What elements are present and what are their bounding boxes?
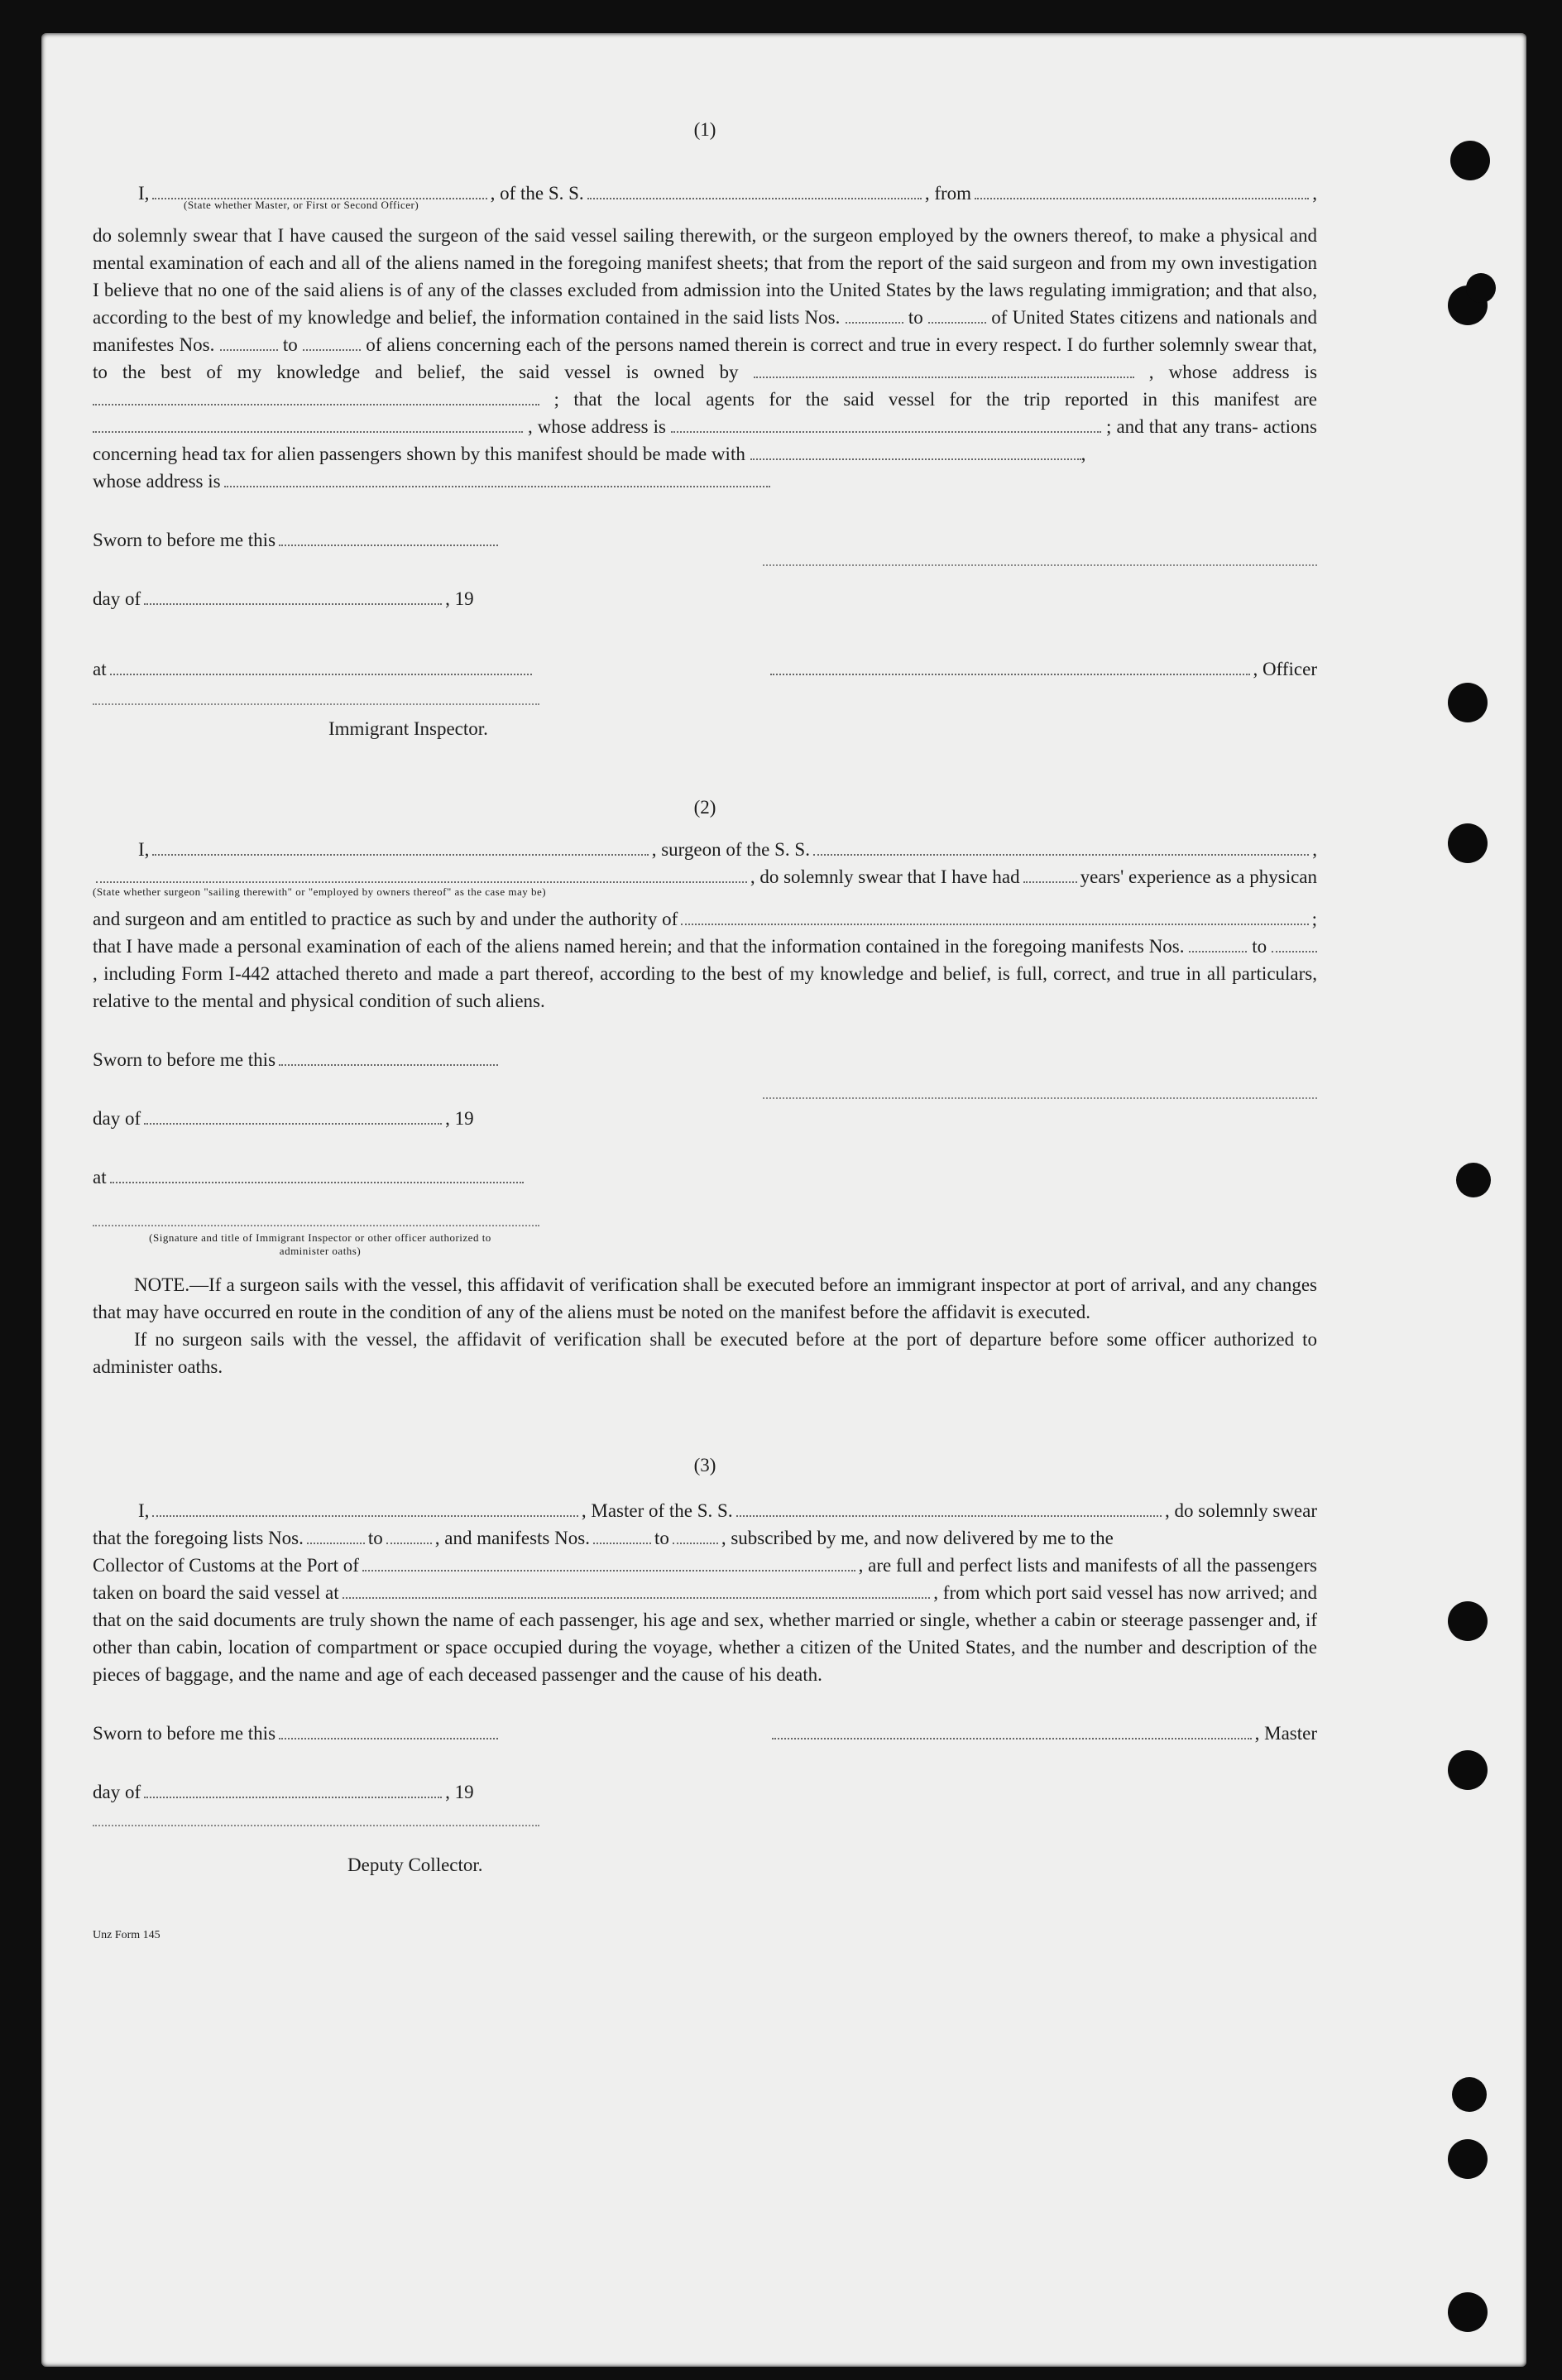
punch-hole — [1448, 1601, 1488, 1641]
collector-signature-line[interactable] — [93, 1824, 539, 1826]
punch-hole — [1448, 2292, 1488, 2332]
body-text: that I have made a personal examination of each of the aliens named herein; and that the information contained in the foregoing manifests Nos. — [93, 936, 1185, 957]
punch-hole — [1466, 273, 1496, 303]
label-i: I, — [138, 839, 150, 860]
day-of-line — [93, 585, 1317, 612]
label-lists: that the foregoing lists Nos. — [93, 1528, 304, 1548]
master-line — [93, 1497, 1317, 1524]
at-line — [93, 644, 1317, 679]
punch-hole — [1448, 683, 1488, 722]
body-text: do solemnly swear that I have caused the surgeon of the said vessel sailing therewith, or the surgeon employed by the owners thereof, to make a physical and mental examination of each and all of the aliens named in the foregoing manifest sheets; that from the report of the said surgeon and from my own investigation I believe that no one of the said aliens is of any of the classes excluded from admission into the United States by the laws regulating immigration; and that also, according to the best of my knowledge and belief, the information contained in the said lists Nos. — [93, 225, 1317, 328]
manifests-from-field[interactable] — [593, 1528, 651, 1544]
lists-from-field[interactable] — [846, 322, 903, 324]
surgeon-type-field[interactable] — [96, 866, 747, 883]
label-taken: taken on board the said vessel at — [93, 1582, 339, 1603]
semicolon: ; — [1311, 909, 1317, 929]
label-day-of: day of — [93, 588, 141, 609]
section-1-heading: (1) — [693, 119, 716, 140]
section-3-body: that on the said documents are truly shown the name of each passenger, his age and sex, whether married or single, whether a cabin or steerage passenger and, if other than cabin, location of compartment or space occupied during the voyage, whether a citizen of the United States, and the number and description of the pieces of baggage, and the name and age of each deceased passenger and the cause of his death. — [93, 1610, 1317, 1685]
label-swear: , do solemnly swear — [1165, 1500, 1318, 1521]
month-field[interactable] — [144, 588, 442, 605]
comma: , — [1312, 183, 1317, 204]
lists-from-field[interactable] — [307, 1528, 365, 1544]
inspector-signature-line[interactable] — [93, 703, 539, 705]
body-text: actions concerning head tax for alien passengers shown by this manifest should be made with — [93, 416, 1318, 464]
note-paragraph-1: NOTE.—If a surgeon sails with the vessel, this affidavit of verification shall be executed before an immigrant inspector at port of arrival, and any changes that may have occurred en route in the condition of any of the aliens must be noted on the manifest before the affidavit is executed. — [93, 1274, 1317, 1322]
officer-name-field[interactable] — [152, 183, 486, 199]
owner-address-field[interactable] — [93, 404, 539, 405]
note-paragraph-2: If no surgeon sails with the vessel, the affidavit of verification shall be executed before at the port of departure before some officer authorized to administer oaths. — [93, 1329, 1317, 1377]
signature-line[interactable] — [763, 564, 1317, 566]
manifests-from-field[interactable] — [220, 349, 278, 351]
years-field[interactable] — [1023, 866, 1077, 883]
label-day-of: day of — [93, 1782, 141, 1802]
body-text: of United States citizens and nationals and manifestes Nos. — [93, 307, 1318, 355]
day-of-line — [93, 1105, 1317, 1132]
from-port-field[interactable] — [975, 183, 1309, 199]
label-i: I, — [138, 183, 150, 204]
label-full: , are full and perfect lists and manifests of all the passengers — [858, 1555, 1317, 1576]
sworn-line — [93, 1046, 1317, 1073]
label-year: , 19 — [445, 1108, 474, 1129]
punch-hole — [1448, 2139, 1488, 2179]
comma: , — [1080, 444, 1086, 464]
surgeon-name-field[interactable] — [152, 839, 648, 856]
master-signature-field[interactable] — [772, 1723, 1252, 1739]
authority-field[interactable] — [681, 909, 1308, 925]
section-2-heading: (2) — [693, 797, 716, 818]
manifests-to-field[interactable] — [673, 1528, 718, 1544]
inspector-signature-line[interactable] — [93, 1224, 539, 1226]
surgeon-vessel-field[interactable] — [813, 839, 1309, 856]
collector-line — [93, 1552, 1317, 1579]
label-surgeon: , surgeon of the S. S. — [651, 839, 810, 860]
punch-hole — [1456, 1163, 1491, 1197]
section-3-heading: (3) — [693, 1455, 716, 1476]
punch-hole — [1450, 141, 1490, 180]
label-year: , 19 — [445, 588, 474, 609]
sworn-line — [93, 1720, 1317, 1747]
body-text: , whose address is — [528, 416, 666, 437]
body-text: ; that the local agents for the said vessel for the trip reported in this manifest are — [553, 389, 1318, 410]
form-content — [93, 116, 1317, 1949]
label-experience: years' experience as a physican — [1080, 866, 1317, 887]
signature-note: (Signature and title of Immigrant Inspector or other officer authorized to administer oaths) — [149, 1231, 491, 1257]
label-whose-address: whose address is — [93, 471, 221, 492]
section-1-body — [93, 222, 1317, 468]
lists-to-field[interactable] — [386, 1528, 432, 1544]
label-to: to — [1252, 936, 1267, 957]
label-to: to — [654, 1528, 669, 1548]
master-name-field[interactable] — [152, 1500, 577, 1517]
section-2-body — [93, 933, 1317, 1015]
sworn-day-field[interactable] — [279, 1723, 498, 1739]
manifests-from-field[interactable] — [1189, 951, 1247, 952]
vessel-name-field[interactable] — [736, 1500, 1162, 1517]
label-authority: and surgeon and am entitled to practice as such by and under the authority of — [93, 909, 678, 929]
lists-line — [93, 1524, 1317, 1552]
body-text: , whose address is — [1148, 362, 1318, 382]
authority-line — [93, 905, 1317, 933]
label-sworn: Sworn to before me this — [93, 530, 276, 550]
manifests-to-field[interactable] — [1272, 951, 1317, 952]
label-sworn: Sworn to before me this — [93, 1723, 276, 1744]
owner-field[interactable] — [754, 377, 1134, 378]
body-text: ; and that any trans- — [1106, 416, 1258, 437]
label-to: to — [367, 1528, 383, 1548]
month-field[interactable] — [144, 1108, 442, 1125]
label-year: , 19 — [445, 1782, 474, 1802]
label-day-of: day of — [93, 1108, 141, 1129]
local-agents-field[interactable] — [93, 431, 523, 433]
at-line — [93, 1164, 1317, 1191]
head-tax-field[interactable] — [750, 458, 1081, 460]
form-number: Unz Form 145 — [93, 1929, 161, 1941]
inspector-label: Immigrant Inspector. — [328, 718, 488, 739]
label-from: , from — [924, 183, 972, 204]
manifests-to-field[interactable] — [303, 349, 361, 351]
lists-to-field[interactable] — [928, 322, 986, 324]
sworn-line — [93, 526, 1317, 554]
body-text: of aliens concerning each of the persons named therein is correct and true in every respect. I do further solemnly swear that, to the best of my knowledge and belief, the said vessel is owned by — [93, 334, 1318, 382]
day-of-line — [93, 1778, 1317, 1806]
vessel-name-field[interactable] — [587, 183, 922, 199]
punch-hole — [1452, 2077, 1487, 2112]
label-collector: Collector of Customs at the Port of — [93, 1555, 359, 1576]
label-sworn: Sworn to before me this — [93, 1049, 276, 1070]
comma: , — [1312, 839, 1318, 860]
label-subscribed: , subscribed by me, and now delivered by me to the — [721, 1528, 1114, 1548]
whose-address-line — [93, 468, 1317, 495]
label-to: to — [908, 307, 923, 328]
punch-hole — [1448, 1750, 1488, 1790]
label-at: at — [93, 1167, 107, 1188]
label-master-of-ss: , Master of the S. S. — [581, 1500, 733, 1521]
surgeon-signature-line[interactable] — [763, 1096, 1317, 1099]
label-from-which: , from which port said vessel has now arrived; and — [933, 1582, 1317, 1603]
body-text: , including Form I-442 attached thereto and made a part thereof, according to the best of my knowledge and belief, is full, correct, and true in all particulars, relative to the mental and physical condition of such aliens. — [93, 963, 1317, 1011]
surgeon-note: (State whether surgeon "sailing therewith" or "employed by owners thereof" as the case may be) — [93, 885, 547, 898]
label-manifests: , and manifests Nos. — [434, 1528, 590, 1548]
surgeon-line — [93, 836, 1317, 863]
departure-port-field[interactable] — [343, 1582, 931, 1599]
label-to: to — [282, 334, 298, 355]
place-field[interactable] — [110, 659, 532, 675]
sworn-day-field[interactable] — [279, 1049, 498, 1066]
label-at: at — [93, 659, 107, 679]
taken-line — [93, 1579, 1317, 1606]
sworn-day-field[interactable] — [279, 530, 498, 546]
agents-address-field[interactable] — [671, 431, 1101, 433]
label-i: I, — [138, 1500, 150, 1521]
label-officer: , Officer — [1253, 659, 1317, 679]
officer-signature-field[interactable] — [770, 659, 1250, 675]
deputy-label: Deputy Collector. — [347, 1855, 483, 1875]
port-field[interactable] — [362, 1555, 855, 1571]
head-tax-address-field[interactable] — [224, 471, 770, 487]
label-swear: , do solemnly swear that I have had — [750, 866, 1020, 887]
officer-note: (State whether Master, or First or Second Officer) — [184, 199, 419, 211]
month-field[interactable] — [144, 1782, 442, 1798]
punch-hole — [1448, 823, 1488, 863]
place-field[interactable] — [110, 1167, 524, 1183]
label-master: , Master — [1254, 1723, 1317, 1744]
label-of-ss: , of the S. S. — [490, 183, 584, 204]
